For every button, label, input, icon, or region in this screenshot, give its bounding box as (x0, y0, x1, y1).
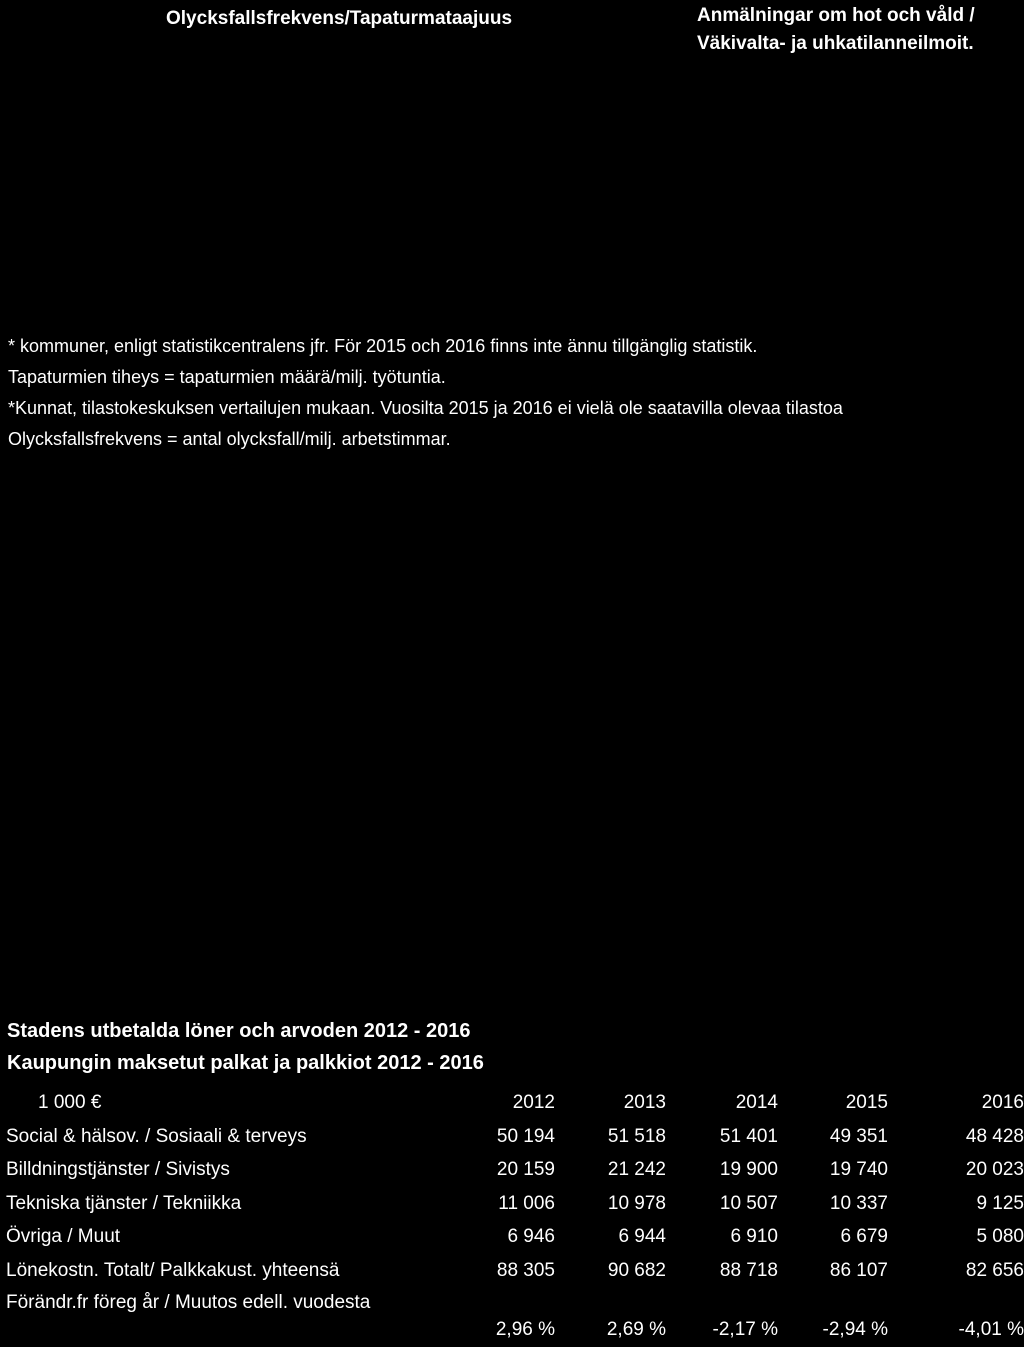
table-title-fi: Kaupungin maksetut palkat ja palkkiot 2012 - 2016 (7, 1052, 484, 1074)
table-cell: 50 194 (496, 1125, 555, 1147)
row-label: Billdningstjänster / Sivistys (6, 1159, 230, 1180)
table-row (6, 1187, 1024, 1221)
row-label: Social & hälsov. / Sosiaali & terveys (6, 1125, 307, 1147)
footnote-line: *Kunnat, tilastokeskuksen vertailujen mukaan. Vuosilta 2015 ja 2016 ei vielä ole saatavilla olevaa tilastoa (8, 398, 843, 418)
year-header: 2014 (735, 1092, 778, 1113)
table-row-change (6, 1287, 1024, 1347)
salary-table (6, 1086, 1024, 1347)
table-cell: 21 242 (607, 1159, 666, 1180)
year-header: 2015 (845, 1092, 888, 1113)
table-cell: 48 428 (965, 1125, 1024, 1147)
table-cell: 10 337 (829, 1192, 888, 1214)
table-row (6, 1220, 1024, 1254)
header-threat-violence-line1: Anmälningar om hot och våld / (697, 5, 975, 26)
table-cell: 6 679 (840, 1226, 888, 1247)
table-cell: 90 682 (607, 1259, 666, 1281)
table-cell: 9 125 (976, 1192, 1024, 1214)
table-header-row (6, 1086, 1024, 1120)
table-cell: 5 080 (976, 1226, 1024, 1247)
table-row (6, 1153, 1024, 1187)
footnote-line: * kommuner, enligt statistikcentralens jfr. För 2015 och 2016 finns inte ännu tillgänglig statistik. (8, 336, 758, 356)
table-cell: 19 740 (829, 1159, 888, 1180)
year-header: 2013 (623, 1092, 666, 1113)
table-cell: 20 159 (496, 1159, 555, 1180)
year-header: 2012 (512, 1092, 555, 1113)
table-row (6, 1120, 1024, 1154)
table-cell: 2,69 % (606, 1319, 666, 1340)
table-cell: 49 351 (829, 1125, 888, 1147)
table-title-sv: Stadens utbetalda löner och arvoden 2012 - 2016 (7, 1020, 471, 1042)
header-threat-violence-line2: Väkivalta- ja uhkatilanneilmoit. (697, 33, 974, 54)
unit-label: 1 000 € (38, 1092, 102, 1113)
table-cell: 20 023 (965, 1159, 1024, 1180)
table-cell: 88 718 (719, 1259, 778, 1281)
header-accident-frequency: Olycksfallsfrekvens/Tapaturmataajuus (166, 8, 513, 29)
footnote-line: Olycksfallsfrekvens = antal olycksfall/milj. arbetstimmar. (8, 429, 451, 449)
table-cell: -4,01 % (958, 1319, 1024, 1340)
table-cell: 6 946 (507, 1226, 555, 1247)
table-cell: 88 305 (496, 1259, 555, 1281)
table-cell: -2,94 % (822, 1319, 888, 1340)
row-label: Tekniska tjänster / Tekniikka (6, 1192, 242, 1214)
table-cell: 19 900 (719, 1159, 778, 1180)
footnote-line: Tapaturmien tiheys = tapaturmien määrä/milj. työtuntia. (8, 367, 446, 387)
table-cell: 6 944 (618, 1226, 666, 1247)
table-cell: 86 107 (829, 1259, 888, 1281)
table-cell: -2,17 % (712, 1319, 778, 1340)
table-cell: 2,96 % (495, 1319, 555, 1340)
row-label: Förändr.fr föreg år / Muutos edell. vuodesta (6, 1292, 371, 1313)
table-cell: 51 401 (719, 1125, 778, 1147)
table-cell: 10 507 (719, 1192, 778, 1214)
row-label: Lönekostn. Totalt/ Palkkakust. yhteensä (6, 1259, 340, 1281)
table-cell: 51 518 (607, 1125, 666, 1147)
table-cell: 82 656 (965, 1259, 1024, 1281)
row-label: Övriga / Muut (6, 1226, 121, 1247)
table-cell: 11 006 (498, 1192, 555, 1214)
table-cell: 6 910 (730, 1226, 778, 1247)
table-row-total (6, 1254, 1024, 1288)
year-header: 2016 (981, 1092, 1024, 1113)
table-cell: 10 978 (607, 1192, 666, 1214)
